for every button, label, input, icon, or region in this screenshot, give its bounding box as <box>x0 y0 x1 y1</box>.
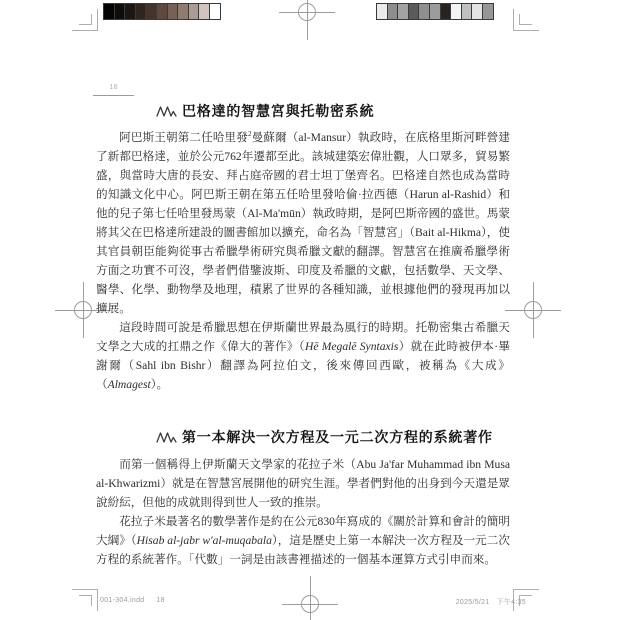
body-text: ）。 <box>150 378 169 391</box>
sheet-number: 18 <box>156 597 165 604</box>
grayscale-ramp-bar <box>104 3 221 20</box>
book-title-latin: Hē Megalē Syntaxis <box>305 340 399 353</box>
crosshair-circle <box>298 3 316 21</box>
wave-icon <box>156 430 177 445</box>
page-number: 18 <box>93 82 134 96</box>
section-heading-2 <box>156 427 510 447</box>
body-text: ）就在此時被伊本·畢謝爾（Sahl ibn Bishr）翻譯為阿拉伯文，後來傳回西歐，被稱為《大成》（ <box>96 340 511 391</box>
footer-timestamp <box>456 597 526 607</box>
trim-mark-top-right-inner <box>519 14 532 25</box>
crosshair-circle <box>301 595 319 613</box>
gray-patch-bar <box>377 3 494 20</box>
registration-mark-right <box>505 282 561 338</box>
book-title-latin: Almagest <box>107 378 151 391</box>
wave-icon <box>156 104 177 119</box>
paragraph-2 <box>96 318 510 394</box>
date-stamp: 2025/5/21 <box>455 599 490 606</box>
registration-mark-bottom <box>282 576 338 620</box>
paragraph-1 <box>96 128 510 318</box>
heading-text: 第一本解決一次方程及一元二次方程的系統著作 <box>182 429 493 445</box>
section-heading-1 <box>156 101 510 121</box>
color-patch <box>482 3 494 20</box>
crosshair-circle <box>74 301 92 319</box>
body-text: ），這是歷史上第一本解決一次方程及一元二次方程的系統著作。「代數」一詞是由該書裡描述的一個基本運算方式引申而來。 <box>96 534 511 566</box>
crosshair-circle <box>524 301 542 319</box>
footnote-marker: 2 <box>247 130 252 139</box>
footer-file-info <box>100 597 165 604</box>
body-text: 花拉子米最著名的數學著作是約在公元830年寫成的《關於計算和會計的簡明大綱》（ <box>96 515 510 547</box>
file-name: 001-304.indd <box>100 597 145 604</box>
paragraph-4 <box>96 512 510 569</box>
book-title-latin: Hisab al-jabr w'al-muqabala <box>136 534 272 547</box>
body-text: 曼蘇爾（al-Mansur）執政時，在底格里斯河畔營建了新都巴格達，並於公元762年遷都至此。該城建築宏偉壯觀，人口眾多，貿易繁盛，與當時大唐的長安、拜占庭帝國的君士坦丁堡齊名。巴格達自然也成為當時的知識文化中心。阿巴斯王朝在第五任哈里發哈倫·拉西德（Harun al-Rashid）和他的兒子第七任哈里發馬蒙（Al-Ma'mūn）執政時期，是阿巴斯帝國的盛世。馬蒙將其父在巴格達所建設的圖書館加以擴充，命名為「智慧宮」（Bait al-Hikma），使其官員朝臣能夠從事古希臘學術研究與希臘文獻的翻譯。智慧宮在推廣希臘學術方面之功實不可沒，學者們借鑒波斯、印度及希臘的文獻，包括數學、天文學、醫學、化學、動物學及地理，積累了世界的各種知識，並根據他們的發現再加以擴展。 <box>96 131 510 315</box>
body-text: 阿巴斯王朝第二任哈里發 <box>119 131 248 144</box>
time-stamp: 下午4:35 <box>496 599 526 606</box>
body-text: 而第一個稱得上伊斯蘭天文學家的花拉子米（Abu Ja'far Muhammad ibn Musa al-Khwarizmi）就是在智慧宮展開他的研究生涯。學者們對他的出身到今天還是眾說紛紜，但他的成就則得到世人一致的推崇。 <box>96 458 510 509</box>
color-patch <box>209 3 221 20</box>
trim-mark-top-left-inner <box>79 14 92 25</box>
trim-mark-bottom-left-inner <box>79 595 92 606</box>
heading-text: 巴格達的智慧宮與托勒密系統 <box>182 103 375 119</box>
registration-mark-top <box>279 0 335 40</box>
paragraph-3 <box>96 455 510 512</box>
body-text: 這段時間可說是希臘思想在伊斯蘭世界最為風行的時期。托勒密集古希臘天文學之大成的扛鼎之作《偉大的著作》（ <box>96 321 510 353</box>
page-body <box>96 99 510 569</box>
